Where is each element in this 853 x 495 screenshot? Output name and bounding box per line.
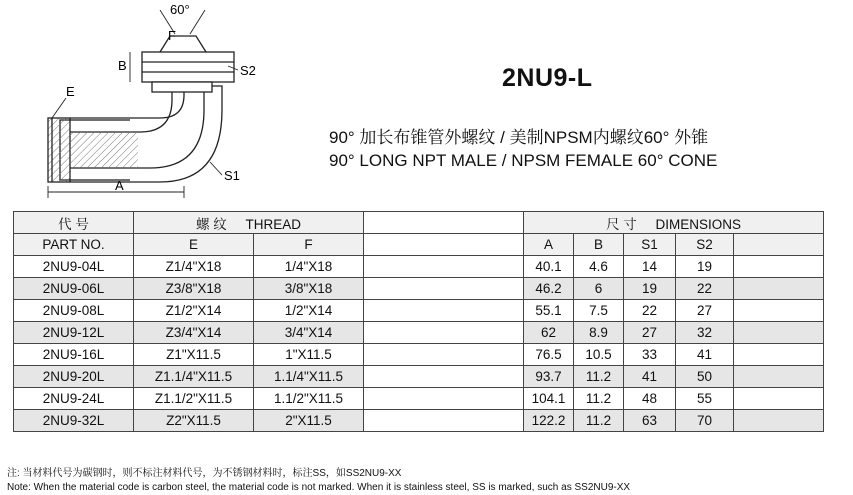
cell-part: 2NU9-24L [14, 388, 134, 410]
cell-a: 40.1 [524, 256, 574, 278]
cell-s1: 33 [624, 344, 676, 366]
cell-e: Z3/4"X14 [134, 322, 254, 344]
header-part-cn: 代 号 [14, 212, 134, 234]
s2-label: S2 [240, 63, 256, 78]
cell-part: 2NU9-32L [14, 410, 134, 432]
cell-f: 1"X11.5 [254, 344, 364, 366]
product-title: 2NU9-L [502, 64, 593, 92]
cell-e: Z1/2"X14 [134, 300, 254, 322]
subtitle-chinese: 90° 加长布锥管外螺纹 / 美制NPSM内螺纹60° 外锥 [329, 128, 709, 147]
table-row [14, 322, 824, 344]
a-label: A [115, 178, 124, 193]
cell-a: 46.2 [524, 278, 574, 300]
cell-f: 1.1/4"X11.5 [254, 366, 364, 388]
cell-s2: 55 [676, 388, 734, 410]
cell-s1: 63 [624, 410, 676, 432]
table-row [14, 256, 824, 278]
header-s2: S2 [676, 234, 734, 256]
cell-s2: 22 [676, 278, 734, 300]
header-s1: S1 [624, 234, 676, 256]
cell-a: 122.2 [524, 410, 574, 432]
cell-s1: 19 [624, 278, 676, 300]
cell-s2: 41 [676, 344, 734, 366]
b-label: B [118, 58, 127, 73]
cell-e: Z2"X11.5 [134, 410, 254, 432]
cell-part: 2NU9-20L [14, 366, 134, 388]
cell-f: 1/2"X14 [254, 300, 364, 322]
cell-s2: 50 [676, 366, 734, 388]
cell-s1: 27 [624, 322, 676, 344]
cell-e: Z1.1/4"X11.5 [134, 366, 254, 388]
cell-f: 1.1/2"X11.5 [254, 388, 364, 410]
f-label: F [168, 28, 176, 43]
elbow-body [48, 86, 222, 182]
cell-b: 4.6 [574, 256, 624, 278]
cell-s1: 14 [624, 256, 676, 278]
cell-part: 2NU9-16L [14, 344, 134, 366]
table-row [14, 366, 824, 388]
cell-b: 10.5 [574, 344, 624, 366]
note-english: Note: When the material code is carbon steel, the material code is not marked. When it is stainless steel, SS is marked, such as SS2NU9-XX [7, 482, 631, 493]
cell-e: Z1/4"X18 [134, 256, 254, 278]
cell-a: 104.1 [524, 388, 574, 410]
cell-b: 6 [574, 278, 624, 300]
cell-f: 2"X11.5 [254, 410, 364, 432]
cell-b: 11.2 [574, 410, 624, 432]
header-f: F [254, 234, 364, 256]
header-dimensions: 尺 寸 DIMENSIONS [524, 212, 824, 234]
subtitle-english: 90° LONG NPT MALE / NPSM FEMALE 60° CONE [329, 151, 718, 170]
notes [7, 467, 630, 495]
cell-f: 1/4"X18 [254, 256, 364, 278]
e-label: E [66, 84, 75, 99]
cell-part: 2NU9-06L [14, 278, 134, 300]
cell-s1: 48 [624, 388, 676, 410]
cell-s2: 32 [676, 322, 734, 344]
cell-s2: 19 [676, 256, 734, 278]
angle-label: 60° [170, 2, 190, 17]
header-b: B [574, 234, 624, 256]
cell-f: 3/8"X18 [254, 278, 364, 300]
cell-s2: 70 [676, 410, 734, 432]
table-row [14, 300, 824, 322]
s1-label: S1 [224, 168, 240, 183]
table-row [14, 278, 824, 300]
cell-a: 62 [524, 322, 574, 344]
cell-s2: 27 [676, 300, 734, 322]
table-row [14, 388, 824, 410]
header-thread: 螺 纹 THREAD [134, 212, 364, 234]
cell-s1: 41 [624, 366, 676, 388]
note-chinese: 注: 当材料代号为碳钢时，则不标注材料代号，为不锈钢材料时，标注SS，如SS2NU9-XX [7, 468, 402, 479]
table-row [14, 410, 824, 432]
cell-f: 3/4"X14 [254, 322, 364, 344]
cell-b: 7.5 [574, 300, 624, 322]
header-part-en: PART NO. [14, 234, 134, 256]
cell-e: Z3/8"X18 [134, 278, 254, 300]
cell-part: 2NU9-08L [14, 300, 134, 322]
cell-b: 11.2 [574, 388, 624, 410]
cell-s1: 22 [624, 300, 676, 322]
fitting-drawing [0, 0, 300, 205]
cell-a: 76.5 [524, 344, 574, 366]
hex-nut [142, 36, 234, 92]
cell-e: Z1.1/2"X11.5 [134, 388, 254, 410]
cell-e: Z1"X11.5 [134, 344, 254, 366]
spec-table [13, 211, 824, 432]
cell-a: 55.1 [524, 300, 574, 322]
cell-part: 2NU9-12L [14, 322, 134, 344]
cell-b: 8.9 [574, 322, 624, 344]
cell-part: 2NU9-04L [14, 256, 134, 278]
cell-b: 11.2 [574, 366, 624, 388]
cell-a: 93.7 [524, 366, 574, 388]
table-row [14, 344, 824, 366]
header-a: A [524, 234, 574, 256]
header-e: E [134, 234, 254, 256]
